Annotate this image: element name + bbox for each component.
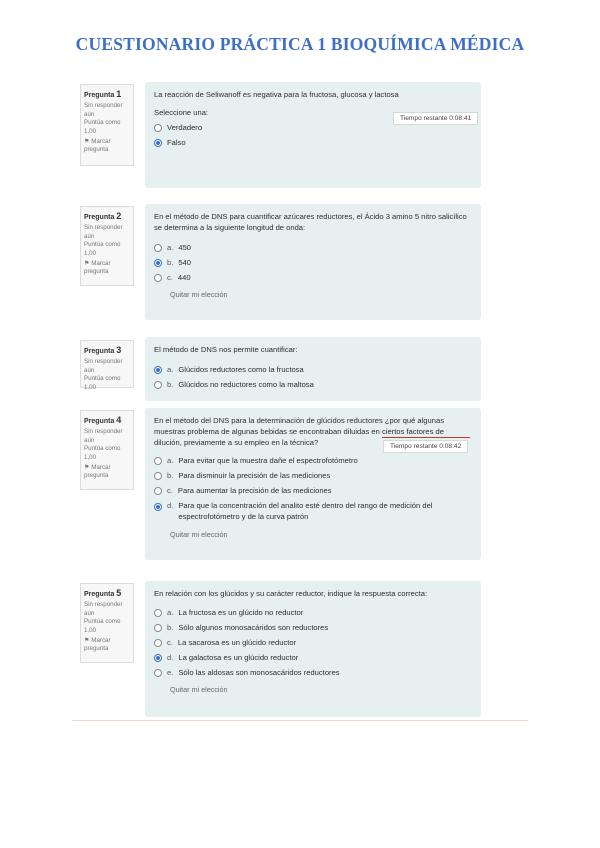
- option-b[interactable]: b. 540: [154, 258, 472, 267]
- radio-button-selected[interactable]: [154, 654, 162, 662]
- radio-button[interactable]: [154, 472, 162, 480]
- question-info-5: [80, 583, 134, 663]
- question-text: En el método de DNS para cuantificar azúcares reductores, el Ácido 3 amino 5 nitro salicílico se determina a la siguiente longitud de onda:: [154, 212, 467, 232]
- radio-button[interactable]: [154, 639, 162, 647]
- question-info-4: [80, 410, 134, 490]
- page-divider: [72, 720, 528, 721]
- radio-button[interactable]: [154, 124, 162, 132]
- question-status: Sin responder aún: [84, 224, 123, 240]
- time-remaining: Tiempo restante 0:08:41: [393, 112, 478, 125]
- question-points: Puntúa como 1,00: [84, 119, 121, 135]
- timer-underline: [382, 437, 470, 438]
- option-false[interactable]: Falso: [154, 138, 472, 147]
- option-c[interactable]: c. La sacarosa es un glúcido reductor: [154, 638, 472, 647]
- select-label: Seleccione una:: [154, 108, 209, 117]
- question-text: La reacción de Seliwanoff es negativa para la fructosa, glucosa y lactosa: [154, 90, 399, 99]
- question-box-3: [145, 337, 481, 401]
- radio-button-selected[interactable]: [154, 366, 162, 374]
- radio-button[interactable]: [154, 669, 162, 677]
- clear-choice-link[interactable]: Quitar mi elección: [170, 530, 228, 540]
- option-d[interactable]: d. La galactosa es un glúcido reductor: [154, 653, 472, 662]
- radio-button[interactable]: [154, 487, 162, 495]
- option-e[interactable]: e. Sólo las aldosas son monosacáridos reductores: [154, 668, 472, 677]
- time-remaining: Tiempo restante 0:08:42: [383, 440, 468, 453]
- flag-question-button[interactable]: ⚑ Marcar pregunta: [84, 463, 111, 480]
- question-number-2: Pregunta 2: [84, 211, 122, 221]
- flag-icon: ⚑: [84, 636, 90, 644]
- question-status: Sin responder aún: [84, 428, 123, 444]
- flag-question-button[interactable]: ⚑ Marcar pregunta: [84, 137, 111, 154]
- radio-button-selected[interactable]: [154, 139, 162, 147]
- radio-button[interactable]: [154, 624, 162, 632]
- question-box-5: [145, 581, 481, 717]
- option-a[interactable]: a. Glúcidos reductores como la fructosa: [154, 365, 472, 374]
- question-points: Puntúa como 1,00: [84, 618, 121, 634]
- question-points: Puntúa como 1,00: [84, 241, 121, 257]
- question-info-2: [80, 206, 134, 286]
- option-d[interactable]: d. Para que la concentración del analito esté dentro del rango de medición del espectrofotómetro y de la curva patrón: [154, 501, 472, 522]
- radio-button-selected[interactable]: [154, 503, 162, 511]
- flag-icon: ⚑: [84, 137, 90, 145]
- radio-button-selected[interactable]: [154, 259, 162, 267]
- option-c[interactable]: c. Para aumentar la precisión de las mediciones: [154, 486, 472, 495]
- option-a[interactable]: a. Para evitar que la muestra dañe el espectrofotómetro: [154, 456, 472, 465]
- option-b[interactable]: b. Glúcidos no reductores como la maltosa: [154, 380, 472, 389]
- question-status: Sin responder aún: [84, 102, 123, 118]
- flag-icon: ⚑: [84, 259, 90, 267]
- question-points: Puntúa como 1,00: [84, 375, 121, 391]
- document-title: CUESTIONARIO PRÁCTICA 1 BIOQUÍMICA MÉDICA: [75, 34, 525, 54]
- flag-question-button[interactable]: ⚑ Marcar pregunta: [84, 259, 111, 276]
- radio-button[interactable]: [154, 609, 162, 617]
- flag-question-button[interactable]: ⚑ Marcar pregunta: [84, 636, 111, 653]
- radio-button[interactable]: [154, 274, 162, 282]
- question-number-3: Pregunta 3: [84, 345, 122, 355]
- option-true[interactable]: Verdadero: [154, 123, 472, 132]
- radio-button[interactable]: [154, 381, 162, 389]
- question-text: El método de DNS nos permite cuantificar:: [154, 345, 298, 354]
- question-status: Sin responder aún: [84, 358, 123, 374]
- clear-choice-link[interactable]: Quitar mi elección: [170, 290, 228, 299]
- radio-button[interactable]: [154, 457, 162, 465]
- flag-icon: ⚑: [84, 463, 90, 471]
- question-box-4: [145, 408, 481, 560]
- question-info-3: [80, 340, 134, 391]
- question-points: Puntúa como 1,00: [84, 445, 121, 461]
- clear-choice-link[interactable]: Quitar mi elección: [170, 685, 228, 694]
- question-box-1: [145, 82, 481, 188]
- question-box-2: [145, 204, 481, 320]
- question-status: Sin responder aún: [84, 601, 123, 617]
- question-number-5: Pregunta 5: [84, 588, 122, 598]
- question-number-1: Pregunta 1: [84, 89, 122, 99]
- question-info-1: [80, 84, 134, 166]
- option-b[interactable]: b. Para disminuir la precisión de las mediciones: [154, 471, 472, 480]
- question-text: En relación con los glúcidos y su carácter reductor, indique la respuesta correcta:: [154, 589, 428, 598]
- option-a[interactable]: a. 450: [154, 243, 472, 252]
- question-number-4: Pregunta 4: [84, 415, 122, 425]
- option-c[interactable]: c. 440: [154, 273, 472, 282]
- option-b[interactable]: b. Sólo algunos monosacáridos son reductores: [154, 623, 472, 632]
- radio-button[interactable]: [154, 244, 162, 252]
- option-a[interactable]: a. La fructosa es un glúcido no reductor: [154, 608, 472, 617]
- question-text: En el método del DNS para la determinación de glúcidos reductores ¿por qué algunas muestras problema de algunas bebidas se encontraban diluidas en ciertos factores de dilución, previamente a su empleo en la técnica?: [154, 416, 445, 447]
